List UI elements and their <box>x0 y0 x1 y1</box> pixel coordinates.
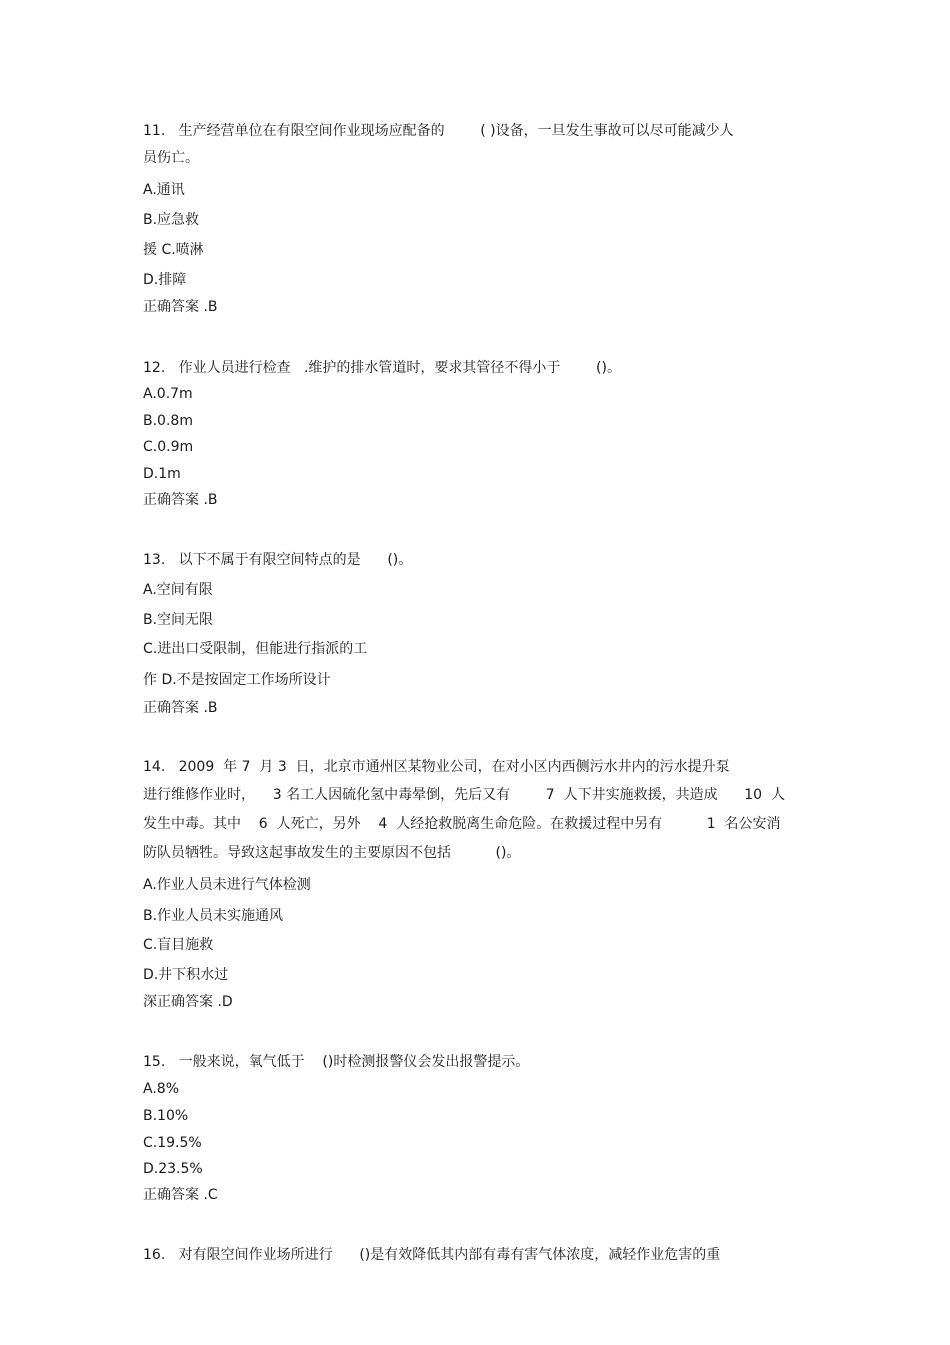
correct-answer: 正确答案 .B <box>143 299 218 315</box>
question-text: 11. 生产经营单位在有限空间作业现场应配备的 ( )设备，一旦发生事故可以尽可能减少人 <box>143 123 734 139</box>
option-b: B.0.8m <box>143 413 193 429</box>
option-a: A.通讯 <box>143 182 185 198</box>
option-a: A.空间有限 <box>143 582 213 598</box>
correct-answer: 正确答案 .C <box>143 1187 218 1203</box>
option-d: D.1m <box>143 466 181 482</box>
option-a: A.8% <box>143 1081 179 1097</box>
question-text: 防队员牺牲。导致这起事故发生的主要原因不包括 ()。 <box>143 845 521 861</box>
correct-answer: 深正确答案 .D <box>143 994 233 1010</box>
option-b: B.作业人员未实施通风 <box>143 908 284 924</box>
correct-answer: 正确答案 .B <box>143 700 218 716</box>
option-d: 作 D.不是按固定工作场所设计 <box>143 672 331 688</box>
question-text: 发生中毒。其中 6 人死亡，另外 4 人经抢救脱离生命危险。在救援过程中另有 1 名公安消 <box>143 816 781 832</box>
question-text: 进行维修作业时， 3 名工人因硫化氢中毒晕倒，先后又有 7 人下井实施救援，共造成 10 人 <box>143 787 785 803</box>
option-b: B.空间无限 <box>143 612 214 628</box>
option-a: A.0.7m <box>143 386 193 402</box>
option-b: B.应急救 <box>143 212 200 228</box>
option-c: C.19.5% <box>143 1135 202 1151</box>
question-text: 13. 以下不属于有限空间特点的是 ()。 <box>143 552 413 568</box>
question-text: 14. 2009 年 7 月 3 日，北京市通州区某物业公司，在对小区内西侧污水井内的污水提升泵 <box>143 759 730 775</box>
option-d: D.23.5% <box>143 1161 203 1177</box>
option-a: A.作业人员未进行气体检测 <box>143 877 311 893</box>
correct-answer: 正确答案 .B <box>143 492 218 508</box>
option-c: 援 C.喷淋 <box>143 242 204 258</box>
question-text: 15. 一般来说，氧气低于 ()时检测报警仪会发出报警提示。 <box>143 1054 530 1070</box>
question-text: 员伤亡。 <box>143 150 199 166</box>
option-c: C.0.9m <box>143 439 194 455</box>
question-text: 16. 对有限空间作业场所进行 ()是有效降低其内部有毒有害气体浓度，减轻作业危害的重 <box>143 1247 721 1263</box>
question-text: 12. 作业人员进行检查 .维护的排水管道时，要求其管径不得小于 ()。 <box>143 360 621 376</box>
option-c: C.进出口受限制，但能进行指派的工 <box>143 641 368 657</box>
option-d: D.井下积水过 <box>143 967 229 983</box>
option-b: B.10% <box>143 1108 189 1124</box>
option-d: D.排障 <box>143 272 187 288</box>
option-c: C.盲目施救 <box>143 937 214 953</box>
